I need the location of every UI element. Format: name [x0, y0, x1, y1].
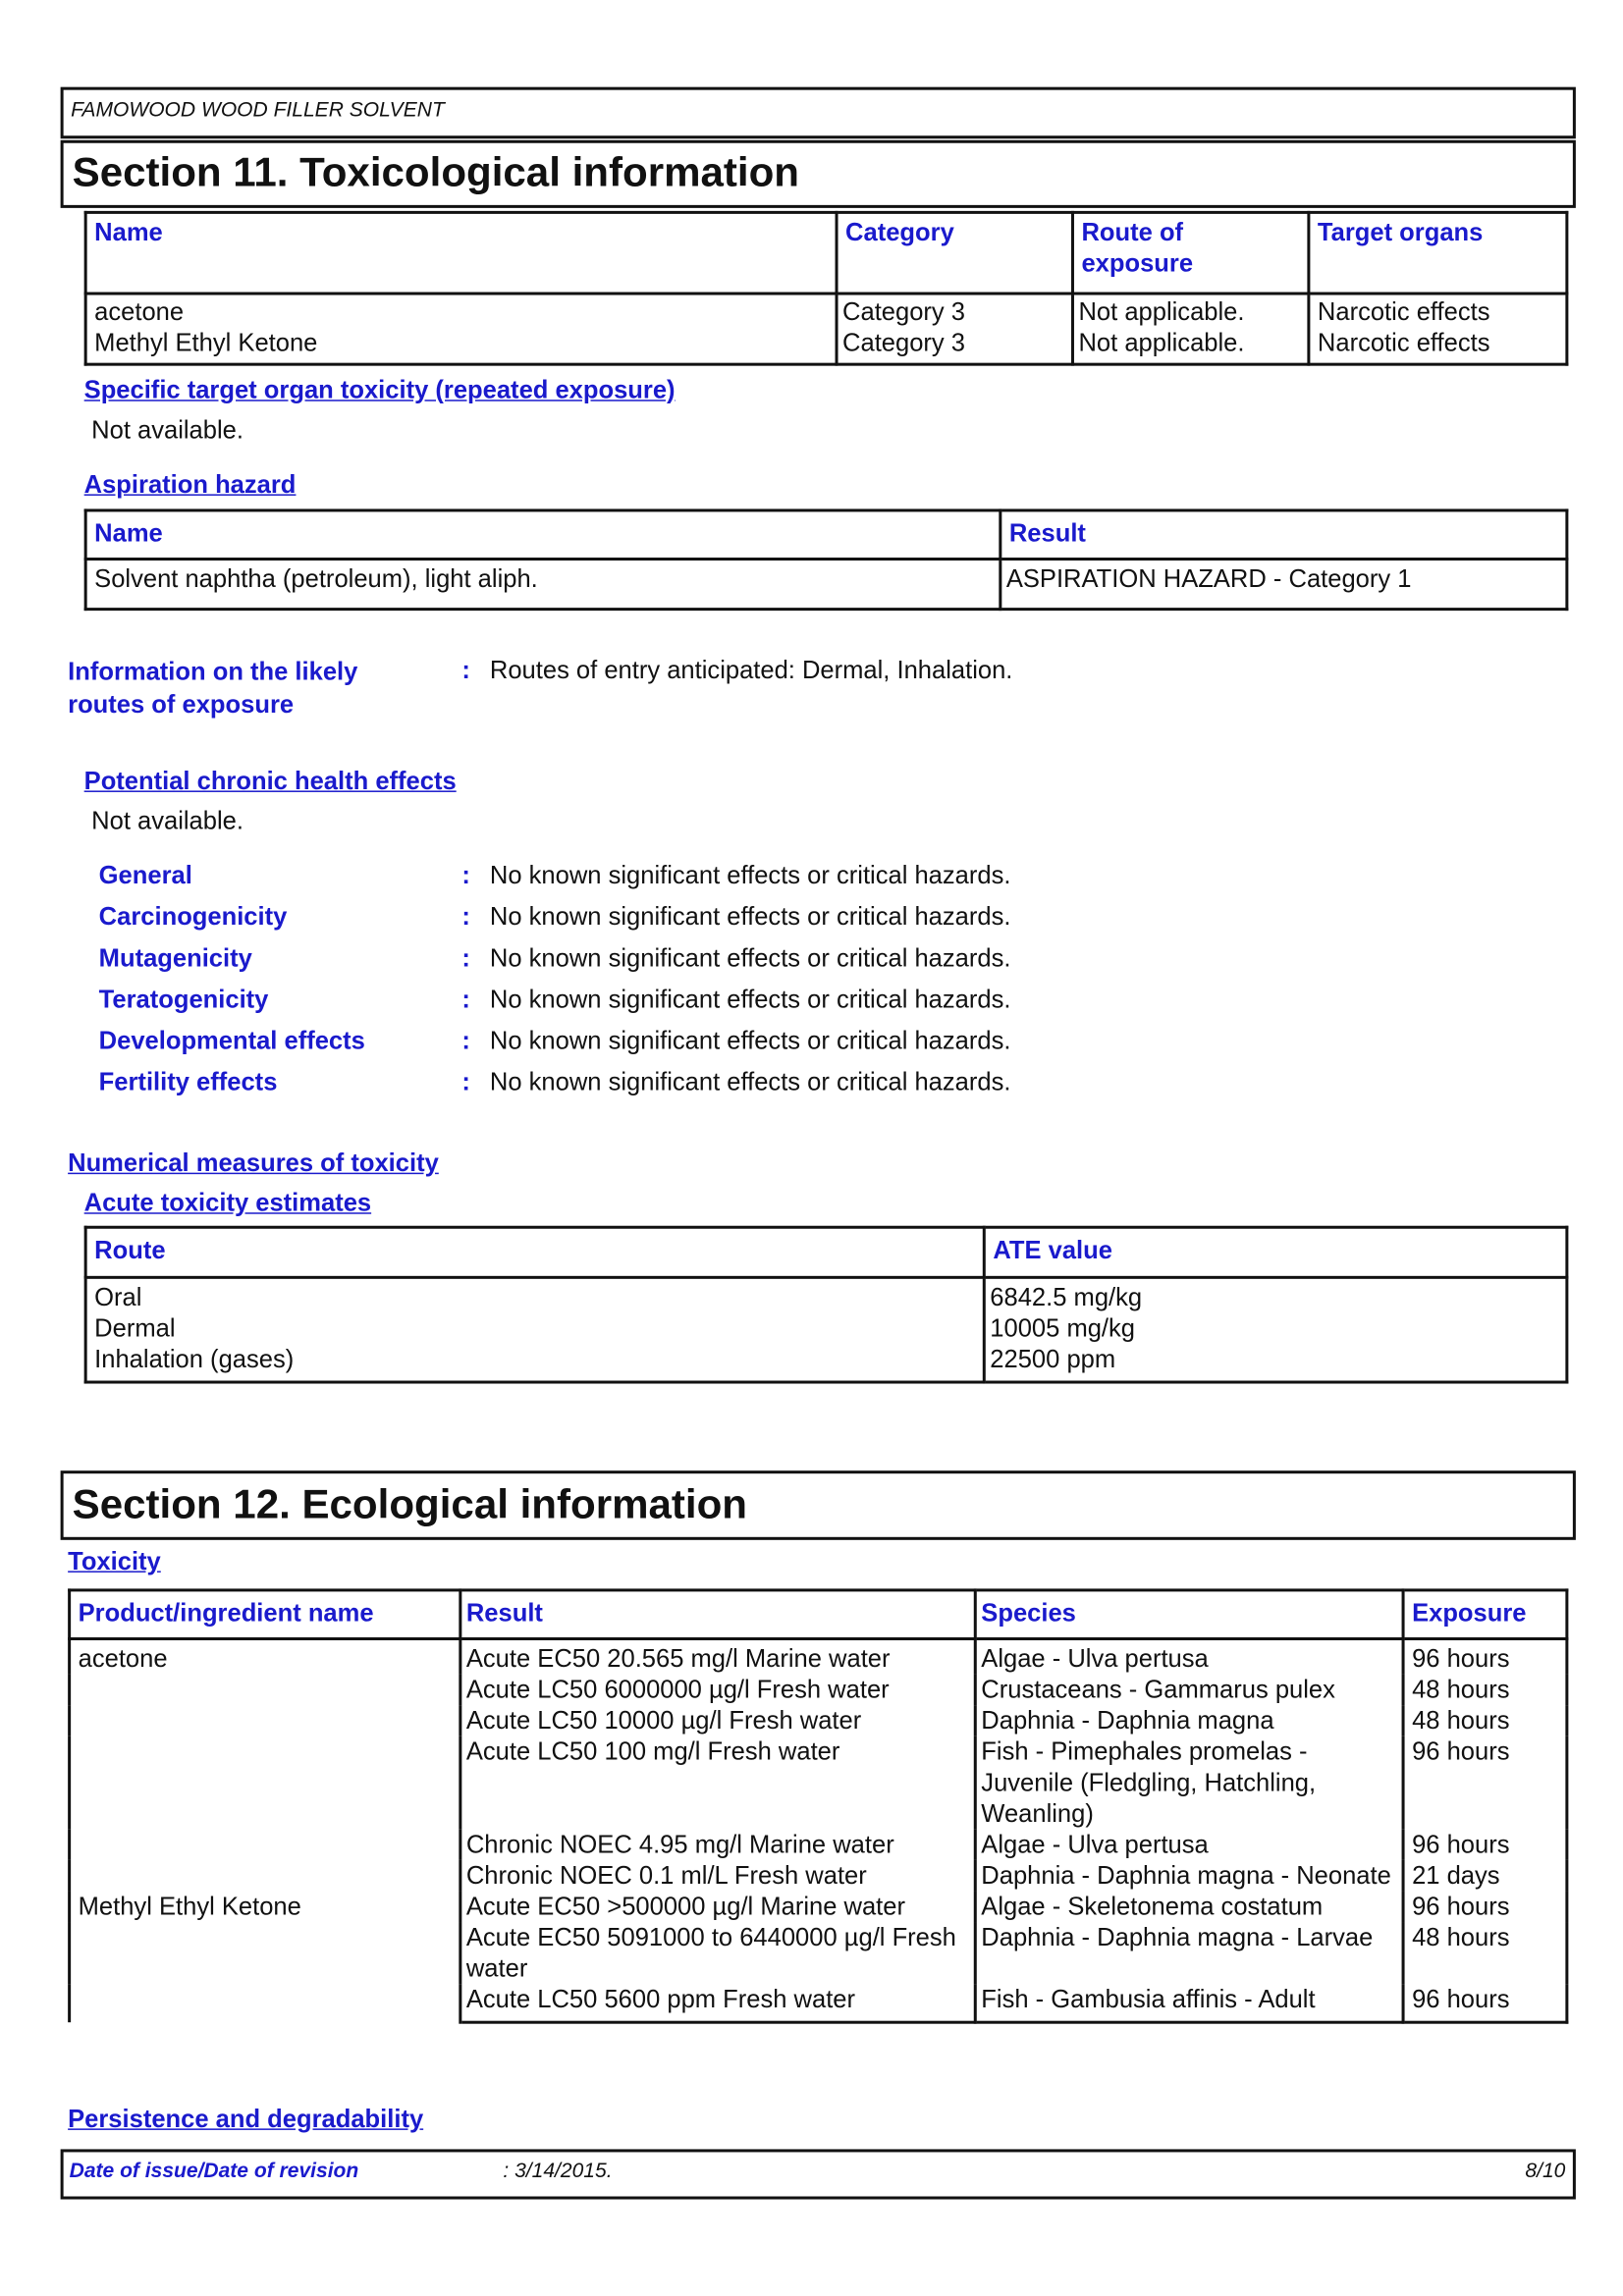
cell: Solvent naphtha (petroleum), light aliph. — [85, 560, 1001, 610]
cell: 22500 ppm — [990, 1345, 1116, 1374]
aspiration-table — [84, 508, 1569, 611]
species: Algae - Skeletonema costatum — [975, 1891, 1403, 1922]
ingredient-name: acetone — [70, 1638, 460, 1891]
ate-heading: Acute toxicity estimates — [83, 1189, 372, 1217]
cell: Category 3 — [842, 329, 966, 357]
effect-colon: : — [461, 943, 470, 973]
col-route: Route — [85, 1227, 984, 1277]
stot-single-table — [84, 211, 1569, 366]
routes-label: Information on the likely routes of exposure — [68, 658, 358, 719]
effect-label: Teratogenicity — [98, 985, 269, 1014]
result: Acute EC50 20.565 mg/l Marine water — [460, 1638, 975, 1674]
exposure: 96 hours — [1403, 1638, 1567, 1674]
routes-colon: : — [461, 656, 470, 685]
col-target-organs: Target organs — [1309, 212, 1567, 294]
effect-value: No known significant effects or critical hazards. — [489, 1026, 1011, 1055]
effect-label: Carcinogenicity — [98, 902, 288, 932]
col-ate-value: ATE value — [984, 1227, 1567, 1277]
effect-label: Developmental effects — [98, 1026, 365, 1055]
result: Acute LC50 10000 µg/l Fresh water — [460, 1705, 975, 1736]
cell: Category 3 — [842, 297, 966, 327]
date-label: Date of issue/Date of revision — [69, 2158, 359, 2182]
col-category: Category — [837, 212, 1072, 294]
col-name: Name — [85, 212, 837, 294]
stot-repeated-heading: Specific target organ toxicity (repeated exposure) — [83, 376, 676, 404]
species: Fish - Gambusia affinis - Adult — [975, 1984, 1403, 2022]
section-11-header — [61, 140, 1576, 208]
col-name: Name — [85, 510, 1001, 560]
exposure: 96 hours — [1403, 1736, 1567, 1830]
cell: acetone — [94, 297, 185, 327]
col-species: Species — [975, 1590, 1403, 1639]
effect-colon: : — [461, 1067, 470, 1096]
result: Acute EC50 >500000 µg/l Marine water — [460, 1891, 975, 1922]
section-11-title: Section 11. Toxicological information — [72, 148, 799, 195]
table-row — [85, 1277, 1567, 1382]
date-value: : 3/14/2015. — [503, 2158, 613, 2182]
ate-table — [84, 1226, 1569, 1384]
result: Acute LC50 100 mg/l Fresh water — [460, 1736, 975, 1830]
effect-colon: : — [461, 861, 470, 890]
effect-value: No known significant effects or critical hazards. — [489, 902, 1011, 932]
col-exposure: Exposure — [1403, 1590, 1567, 1639]
exposure: 48 hours — [1403, 1675, 1567, 1706]
exposure: 96 hours — [1403, 1984, 1567, 2022]
exposure: 48 hours — [1403, 1705, 1567, 1736]
chronic-heading: Potential chronic health effects — [83, 767, 457, 795]
cell: Inhalation (gases) — [94, 1345, 295, 1374]
effect-colon: : — [461, 902, 470, 932]
species: Crustaceans - Gammarus pulex — [975, 1675, 1403, 1706]
col-result: Result — [460, 1590, 975, 1639]
col-ingredient: Product/ingredient name — [70, 1590, 460, 1639]
cell: 6842.5 mg/kg — [990, 1283, 1143, 1311]
toxicity-table — [68, 1588, 1568, 2023]
cell: ASPIRATION HAZARD - Category 1 — [1001, 560, 1567, 610]
cell: Dermal — [94, 1313, 176, 1343]
species: Algae - Ulva pertusa — [975, 1829, 1403, 1860]
effect-label: General — [98, 861, 192, 890]
species: Daphnia - Daphnia magna - Larvae — [975, 1922, 1403, 1984]
document-footer — [61, 2149, 1576, 2199]
effect-value: No known significant effects or critical hazards. — [489, 861, 1011, 890]
table-row — [70, 1638, 1567, 1674]
product-name: FAMOWOOD WOOD FILLER SOLVENT — [71, 97, 445, 122]
section-12-header — [61, 1470, 1576, 1540]
cell: Not applicable. — [1078, 297, 1245, 327]
table-row — [70, 1891, 1567, 1922]
result: Chronic NOEC 4.95 mg/l Marine water — [460, 1829, 975, 1860]
routes-value: Routes of entry anticipated: Dermal, Inhalation. — [489, 656, 1013, 685]
exposure: 21 days — [1403, 1860, 1567, 1892]
exposure: 48 hours — [1403, 1922, 1567, 1984]
effect-value: No known significant effects or critical hazards. — [489, 943, 1011, 973]
effect-label: Fertility effects — [98, 1067, 278, 1096]
persistence-heading: Persistence and degradability — [68, 2105, 424, 2133]
effect-label: Mutagenicity — [98, 943, 252, 973]
document-header — [61, 87, 1576, 139]
cell: Narcotic effects — [1317, 297, 1490, 327]
species: Daphnia - Daphnia magna - Neonate — [975, 1860, 1403, 1892]
cell: Narcotic effects — [1317, 329, 1490, 357]
chronic-value: Not available. — [91, 806, 243, 835]
table-row — [85, 560, 1567, 610]
result: Acute LC50 5600 ppm Fresh water — [460, 1984, 975, 2022]
cell: Oral — [94, 1283, 142, 1311]
aspiration-heading: Aspiration hazard — [83, 470, 297, 499]
species: Daphnia - Daphnia magna — [975, 1705, 1403, 1736]
effect-value: No known significant effects or critical hazards. — [489, 1067, 1011, 1096]
effect-colon: : — [461, 985, 470, 1014]
exposure: 96 hours — [1403, 1891, 1567, 1922]
col-result: Result — [1001, 510, 1567, 560]
cell: Methyl Ethyl Ketone — [94, 329, 318, 357]
species: Algae - Ulva pertusa — [975, 1638, 1403, 1674]
effect-colon: : — [461, 1026, 470, 1055]
col-route: Route of exposure — [1072, 212, 1308, 294]
stot-repeated-value: Not available. — [91, 415, 243, 445]
result: Acute EC50 5091000 to 6440000 µg/l Fresh water — [460, 1922, 975, 1984]
section-12-title: Section 12. Ecological information — [72, 1480, 748, 1527]
exposure: 96 hours — [1403, 1829, 1567, 1860]
ingredient-name: Methyl Ethyl Ketone — [70, 1891, 460, 2022]
numerical-heading: Numerical measures of toxicity — [68, 1148, 439, 1178]
page-number: 8/10 — [1525, 2158, 1566, 2182]
cell: 10005 mg/kg — [990, 1313, 1136, 1343]
cell: Not applicable. — [1078, 329, 1245, 357]
species: Fish - Pimephales promelas - Juvenile (Fledgling, Hatchling, Weanling) — [975, 1736, 1403, 1830]
effect-value: No known significant effects or critical hazards. — [489, 985, 1011, 1014]
result: Chronic NOEC 0.1 ml/L Fresh water — [460, 1860, 975, 1892]
result: Acute LC50 6000000 µg/l Fresh water — [460, 1675, 975, 1706]
toxicity-heading: Toxicity — [68, 1547, 161, 1575]
table-row — [85, 294, 1567, 364]
